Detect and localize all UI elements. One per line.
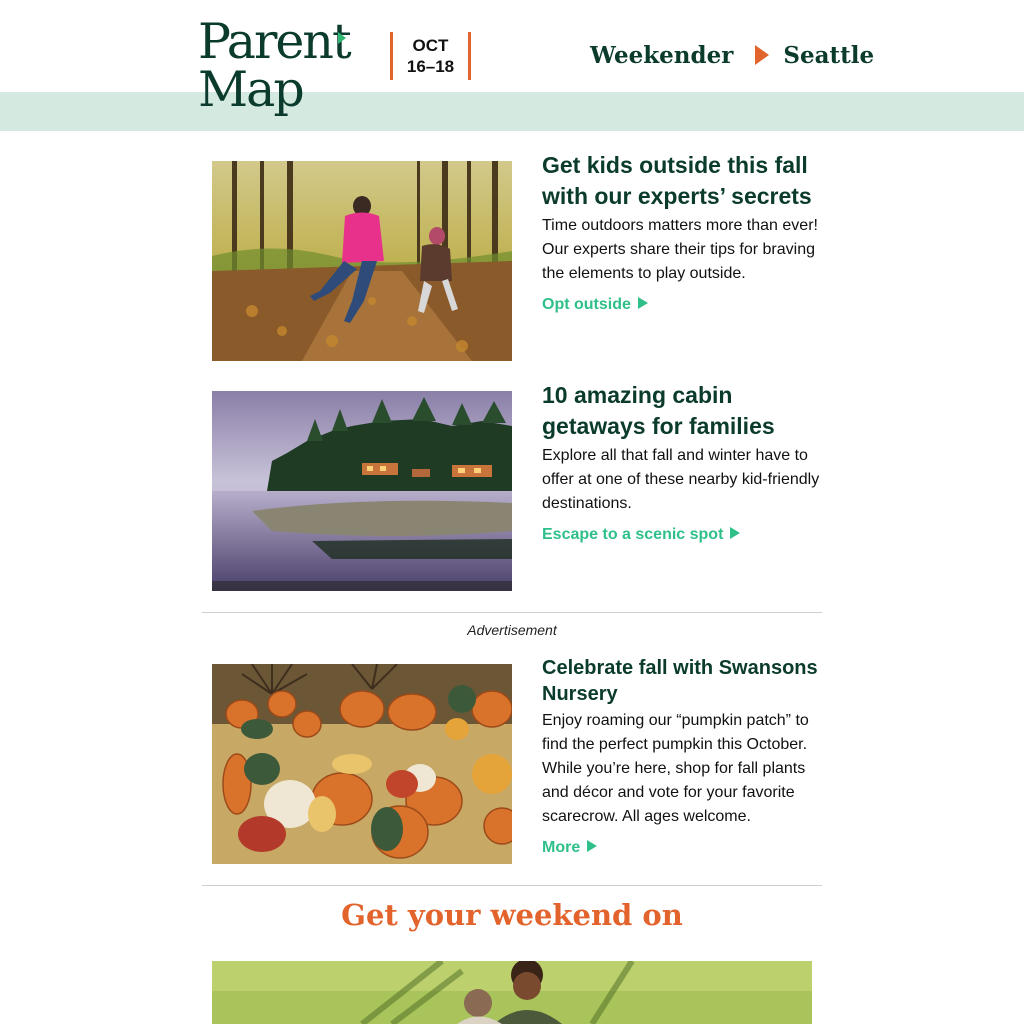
parentmap-logo[interactable] — [198, 13, 358, 122]
article-title[interactable]: 10 amazing cabin getaways for families — [542, 382, 775, 439]
article-title[interactable]: Get kids outside this fall with our experts’ secrets — [542, 152, 812, 209]
arrow-right-icon — [638, 297, 648, 309]
ad-image-pumpkins[interactable] — [212, 664, 512, 864]
edition-city: Seattle — [783, 41, 875, 69]
ad-card — [212, 657, 824, 864]
opt-outside-link[interactable] — [542, 296, 648, 314]
logo-word-map: Map — [198, 61, 303, 118]
ad-description: Enjoy roaming our “pumpkin patch” to find the perfect pumpkin this October. While you’re here, shop for fall plants and décor and vote for your favorite scarecrow. All ages welcome. — [542, 712, 809, 825]
advertisement-label: Advertisement — [467, 622, 557, 638]
escape-scenic-link[interactable] — [542, 526, 740, 544]
edition-name: Weekender — [590, 41, 734, 69]
article-card — [212, 152, 824, 361]
logo-word-parent: Parent — [198, 13, 350, 70]
weekend-section-title: Get your weekend on — [341, 898, 683, 932]
link-label: Opt outside — [542, 296, 631, 313]
article-text — [542, 382, 824, 544]
article-text — [542, 152, 824, 314]
email-header — [0, 0, 1024, 131]
section-divider — [202, 612, 822, 613]
date-range: 16–18 — [406, 57, 455, 76]
date-badge — [390, 32, 471, 80]
article-image-cabin-getaway[interactable] — [212, 391, 512, 591]
section-divider — [202, 885, 822, 886]
arrow-right-icon — [587, 840, 597, 852]
article-description: Time outdoors matters more than ever! Our experts share their tips for braving the elements to play outside. — [542, 217, 818, 282]
edition-title — [590, 38, 874, 72]
weekend-hero-image[interactable] — [212, 961, 812, 1024]
article-description: Explore all that fall and winter have to offer at one of these nearby kid-friendly destinations. — [542, 447, 820, 512]
logo-triangle-icon — [338, 32, 346, 44]
arrow-right-icon — [730, 527, 740, 539]
ad-text — [542, 657, 824, 857]
ad-more-link[interactable] — [542, 839, 597, 857]
link-label: More — [542, 839, 581, 856]
header-band — [0, 92, 1024, 131]
link-label: Escape to a scenic spot — [542, 526, 724, 543]
play-triangle-icon — [755, 45, 769, 65]
date-month: OCT — [412, 36, 449, 55]
ad-title[interactable]: Celebrate fall with Swansons Nursery — [542, 657, 818, 705]
article-image-kids-outside[interactable] — [212, 161, 512, 361]
article-card — [212, 382, 824, 591]
